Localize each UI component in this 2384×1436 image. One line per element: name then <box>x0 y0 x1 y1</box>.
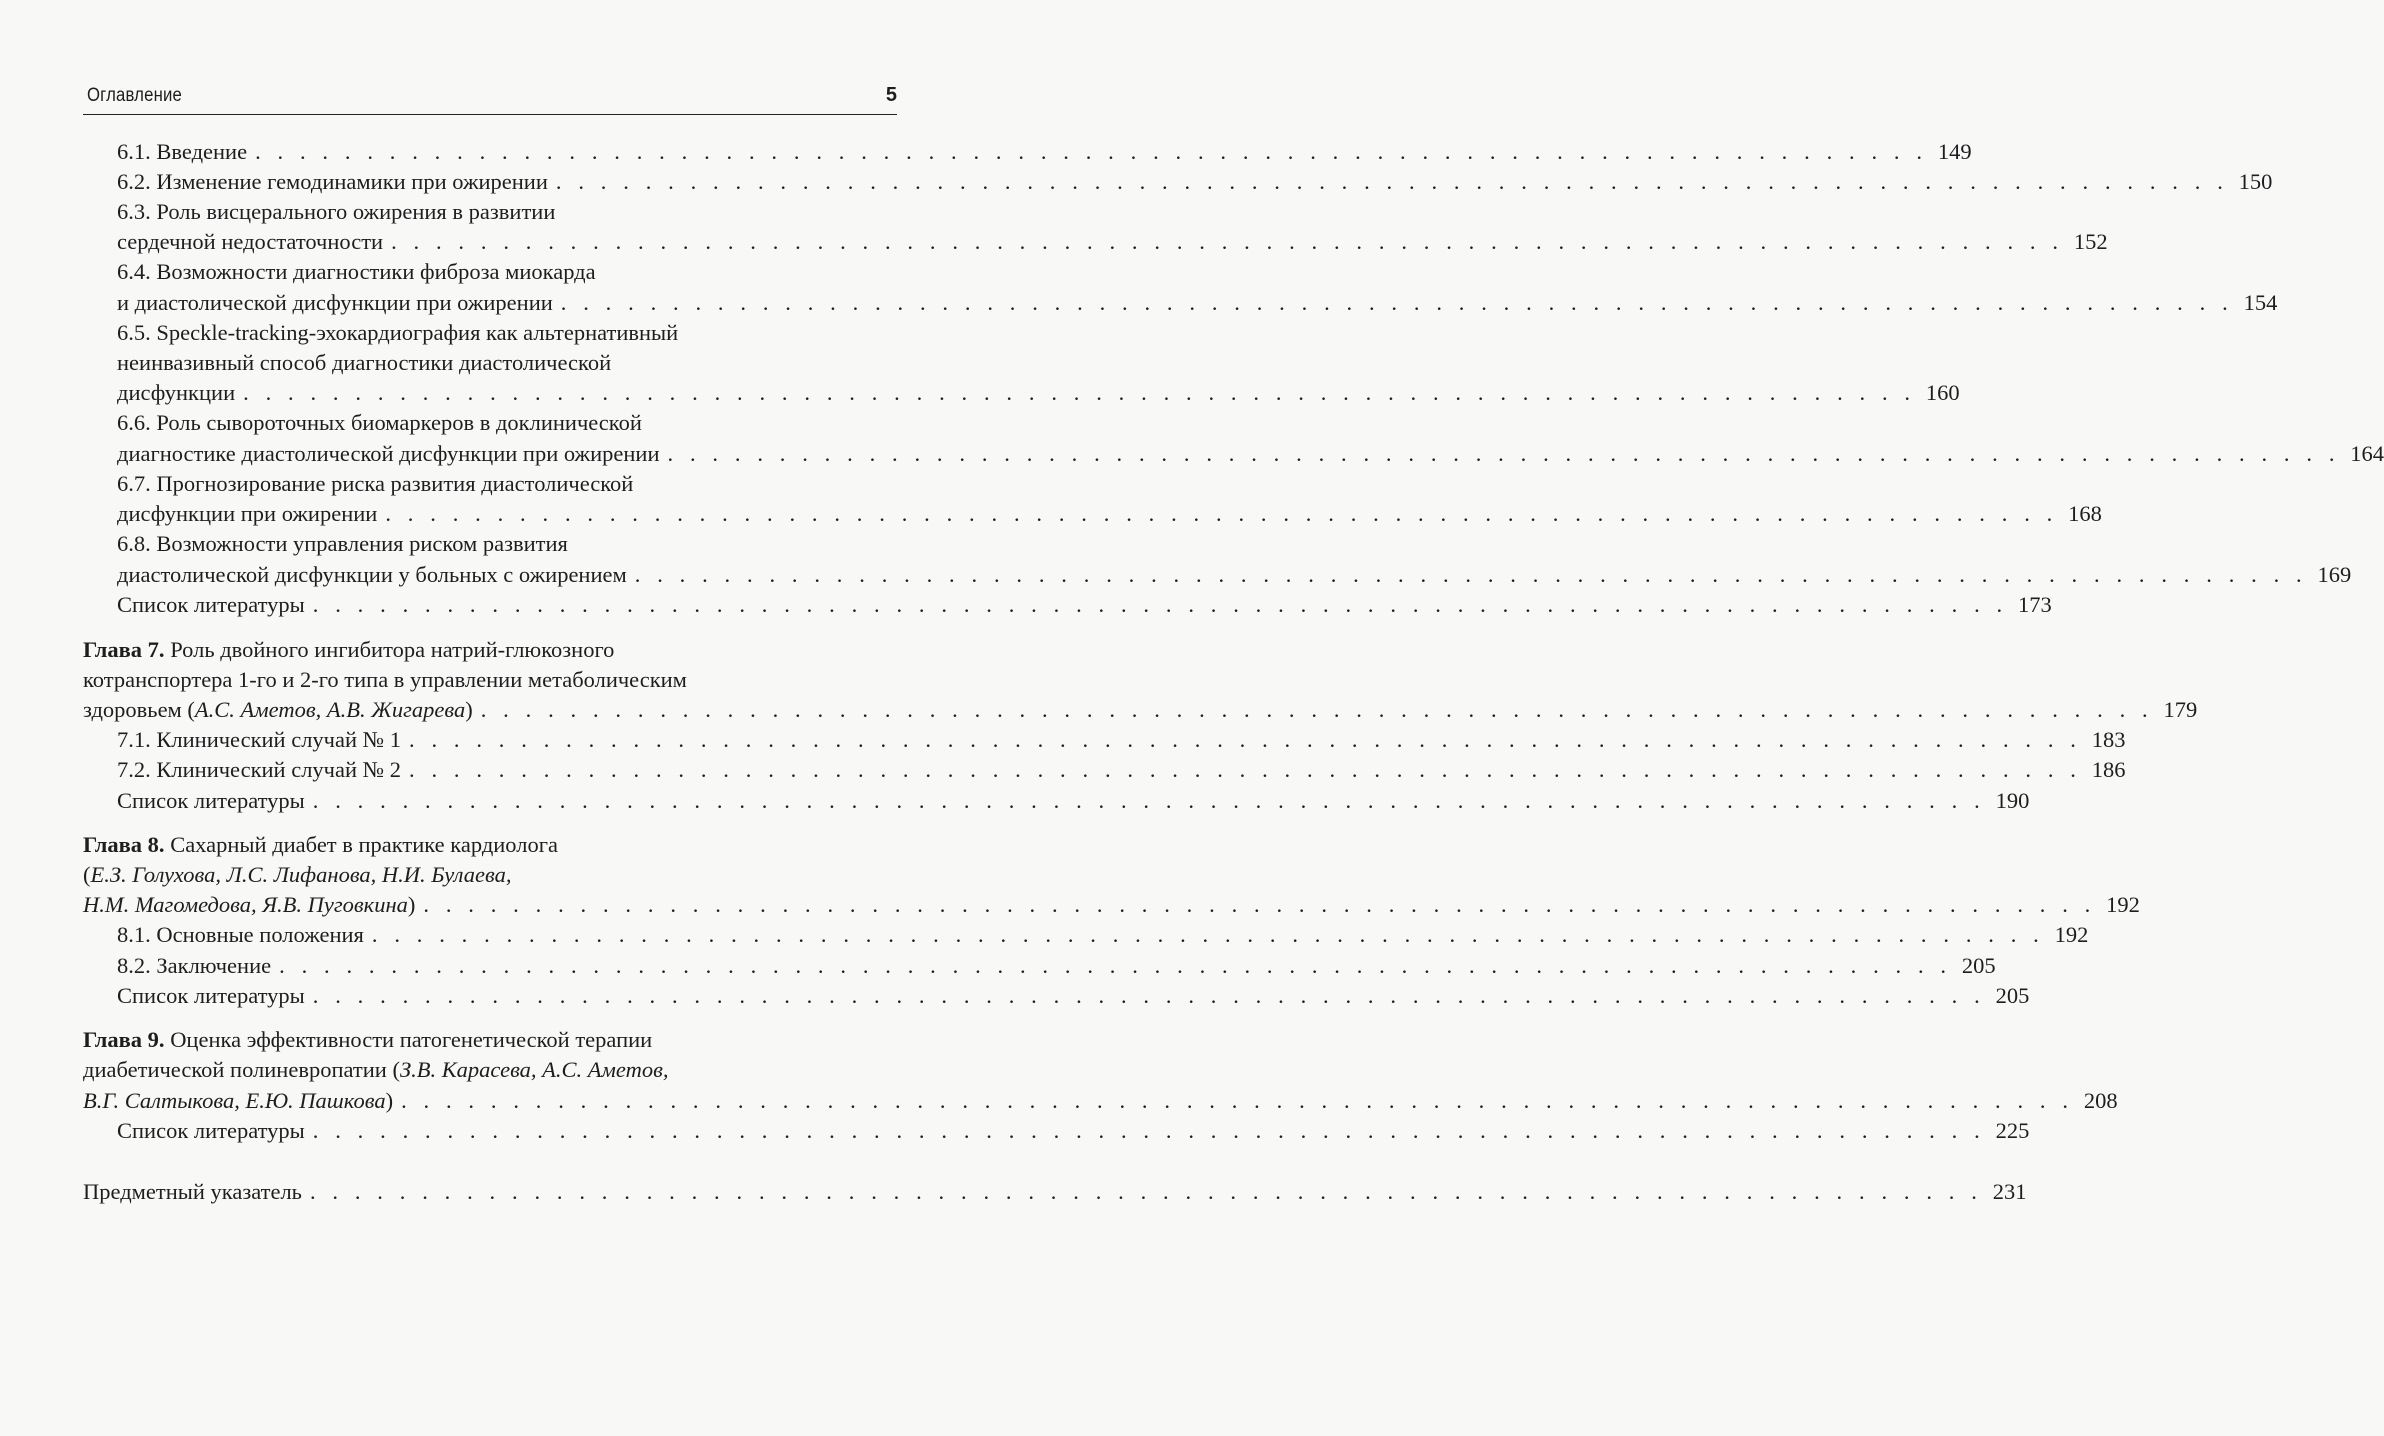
toc-page-number: 231 <box>1992 1179 2027 1204</box>
toc-entry-title-cont: сердечной недостаточности <box>117 229 384 254</box>
toc-entry-6-7[interactable] <box>0 499 2102 529</box>
toc-chapter-7[interactable] <box>0 695 2198 725</box>
chapter-title-paren: ( <box>83 862 91 887</box>
page-number: 5 <box>885 84 897 106</box>
toc-page-number: 168 <box>2068 501 2102 526</box>
toc-entry-6-5-line2[interactable] <box>0 348 1000 378</box>
toc-page-number: 179 <box>2163 697 2198 722</box>
chapter-title: Оценка эффективности патогенетической терапии <box>164 1027 653 1052</box>
dot-leader: . . . . . . . . . . . . . . . . . . . . . . . . . . . . . . . . . . . . . . . . . . . . . . . . . . . . . . . . . . . . . . . . . . . . . . . . . . . <box>391 229 2064 254</box>
toc-entry-6-7-line1[interactable] <box>0 469 1000 499</box>
toc-entry-title-cont: диагностике диастолической дисфункции при ожирении <box>117 441 660 466</box>
dot-leader: . . . . . . . . . . . . . . . . . . . . . . . . . . . . . . . . . . . . . . . . . . . . . . . . . . . . . . . . . . . . . . . . . . . . . . . . . . . <box>279 953 1952 978</box>
toc-page-number: 190 <box>1995 788 2030 813</box>
toc-entry-6-5[interactable] <box>0 378 1960 408</box>
chapter-authors: З.В. Карасева, А.С. Аметов, <box>399 1057 669 1082</box>
toc-chapter-8-line2[interactable] <box>0 860 1000 890</box>
dot-leader: . . . . . . . . . . . . . . . . . . . . . . . . . . . . . . . . . . . . . . . . . . . . . . . . . . . . . . . . . . . . . . . . . . . . . . . . . . . <box>634 562 2308 587</box>
toc-chapter-9[interactable] <box>0 1086 2118 1116</box>
dot-leader: . . . . . . . . . . . . . . . . . . . . . . . . . . . . . . . . . . . . . . . . . . . . . . . . . . . . . . . . . . . . . . . . . . . . . . . . . . . <box>255 139 1928 164</box>
toc-entry-title: Предметный указатель <box>83 1179 302 1204</box>
toc-page-number: 205 <box>1995 983 2030 1008</box>
dot-leader: . . . . . . . . . . . . . . . . . . . . . . . . . . . . . . . . . . . . . . . . . . . . . . . . . . . . . . . . . . . . . . . . . . . . . . . . . . . <box>401 1088 2074 1113</box>
dot-leader: . . . . . . . . . . . . . . . . . . . . . . . . . . . . . . . . . . . . . . . . . . . . . . . . . . . . . . . . . . . . . . . . . . . . . . . . . . . <box>555 169 2229 194</box>
toc-chapter-8[interactable] <box>0 890 2140 920</box>
toc-page-number: 160 <box>1925 380 1960 405</box>
toc-entry-ch6-references[interactable] <box>0 590 2052 620</box>
toc-entry-title: 6.8. Возможности управления риском развития <box>117 531 568 556</box>
toc-page-number: 149 <box>1937 139 1972 164</box>
toc-entry-ch8-references[interactable] <box>0 981 2030 1011</box>
dot-leader: . . . . . . . . . . . . . . . . . . . . . . . . . . . . . . . . . . . . . . . . . . . . . . . . . . . . . . . . . . . . . . . . . . . . . . . . . . . <box>312 1118 1986 1143</box>
chapter-authors-cont: В.Г. Салтыкова, Е.Ю. Пашкова <box>83 1088 386 1113</box>
toc-entry-ch7-references[interactable] <box>0 786 2030 816</box>
toc-entry-title: Список литературы <box>117 592 305 617</box>
chapter-label: Глава 7. <box>83 637 165 662</box>
toc-page-number: 205 <box>1961 953 1996 978</box>
toc-chapter-7-line2[interactable] <box>0 665 1000 695</box>
running-title: Оглавление <box>87 85 182 106</box>
toc-entry-title: 8.2. Заключение <box>117 953 272 978</box>
toc-entry-6-8[interactable] <box>0 560 2352 590</box>
dot-leader: . . . . . . . . . . . . . . . . . . . . . . . . . . . . . . . . . . . . . . . . . . . . . . . . . . . . . . . . . . . . . . . . . . . . . . . . . . . <box>243 380 1916 405</box>
toc-entry-title: 7.1. Клинический случай № 1 <box>117 727 401 752</box>
chapter-title-cont: здоровьем ( <box>83 697 195 722</box>
toc-page-number: 173 <box>2018 592 2052 617</box>
toc-page-number: 169 <box>2317 562 2352 587</box>
toc-entry-title: 6.1. Введение <box>117 139 248 164</box>
dot-leader: . . . . . . . . . . . . . . . . . . . . . . . . . . . . . . . . . . . . . . . . . . . . . . . . . . . . . . . . . . . . . . . . . . . . . . . . . . . <box>385 501 2058 526</box>
toc-entry-7-1[interactable] <box>0 725 2126 755</box>
toc-entry-title-cont: дисфункции <box>117 380 236 405</box>
toc-entry-title-cont: неинвазивный способ диагностики диастолической <box>117 350 612 375</box>
toc-entry-title: 8.1. Основные положения <box>117 922 364 947</box>
dot-leader: . . . . . . . . . . . . . . . . . . . . . . . . . . . . . . . . . . . . . . . . . . . . . . . . . . . . . . . . . . . . . . . . . . . . . . . . . . . . <box>312 592 2008 617</box>
toc-entry-title: 6.4. Возможности диагностики фиброза миокарда <box>117 259 596 284</box>
dot-leader: . . . . . . . . . . . . . . . . . . . . . . . . . . . . . . . . . . . . . . . . . . . . . . . . . . . . . . . . . . . . . . . . . . . . . . . . . . . <box>409 757 2082 782</box>
dot-leader: . . . . . . . . . . . . . . . . . . . . . . . . . . . . . . . . . . . . . . . . . . . . . . . . . . . . . . . . . . . . . . . . . . . . . . . . . . . <box>309 1179 1983 1204</box>
chapter-authors: А.С. Аметов, А.В. Жигарева <box>194 697 466 722</box>
toc-entry-title: Список литературы <box>117 788 305 813</box>
toc-page-number: 183 <box>2091 727 2126 752</box>
toc-entry-6-4[interactable] <box>0 288 2278 318</box>
toc-entry-8-2[interactable] <box>0 951 1996 981</box>
toc-entry-title: 6.5. Speckle-tracking-эхокардиография как альтернативный <box>117 320 679 345</box>
toc-page-number: 150 <box>2238 169 2273 194</box>
toc-entry-title: 7.2. Клинический случай № 2 <box>117 757 401 782</box>
dot-leader: . . . . . . . . . . . . . . . . . . . . . . . . . . . . . . . . . . . . . . . . . . . . . . . . . . . . . . . . . . . . . . . . . . . . . . . . . . . <box>480 697 2154 722</box>
chapter-authors: Е.З. Голухова, Л.С. Лифанова, Н.И. Булаева, <box>90 862 512 887</box>
toc-page-number: 164 <box>2350 441 2384 466</box>
toc-entry-6-3-line1[interactable] <box>0 197 1000 227</box>
toc-entry-6-5-line1[interactable] <box>0 318 1000 348</box>
toc-entry-7-2[interactable] <box>0 755 2126 785</box>
toc-chapter-7-line1[interactable] <box>0 635 1000 665</box>
toc-entry-title-cont: и диастолической дисфункции при ожирении <box>117 290 553 315</box>
toc-chapter-9-line2[interactable] <box>0 1055 1000 1085</box>
chapter-title: Сахарный диабет в практике кардиолога <box>164 832 558 857</box>
toc-entry-title: 6.2. Изменение гемодинамики при ожирении <box>117 169 548 194</box>
running-header <box>83 84 897 115</box>
dot-leader: . . . . . . . . . . . . . . . . . . . . . . . . . . . . . . . . . . . . . . . . . . . . . . . . . . . . . . . . . . . . . . . . . . . . . . . . . . . <box>560 290 2234 315</box>
toc-page-number: 154 <box>2243 290 2278 315</box>
toc-entry-6-6[interactable] <box>0 439 2384 469</box>
toc-entry-8-1[interactable] <box>0 920 2089 950</box>
dot-leader: . . . . . . . . . . . . . . . . . . . . . . . . . . . . . . . . . . . . . . . . . . . . . . . . . . . . . . . . . . . . . . . . . . . . . . . . . . . <box>371 922 2045 947</box>
dot-leader: . . . . . . . . . . . . . . . . . . . . . . . . . . . . . . . . . . . . . . . . . . . . . . . . . . . . . . . . . . . . . . . . . . . . . . . . . . . <box>667 441 2341 466</box>
toc-entry-title: Список литературы <box>117 1118 305 1143</box>
chapter-title: Роль двойного ингибитора натрий-глюкозного <box>164 637 615 662</box>
toc-page-number: 208 <box>2083 1088 2118 1113</box>
toc-entry-ch9-references[interactable] <box>0 1116 2030 1146</box>
toc-entry-6-2[interactable] <box>0 167 2273 197</box>
toc-entry-6-8-line1[interactable] <box>0 529 1000 559</box>
chapter-label: Глава 8. <box>83 832 165 857</box>
toc-entry-6-3[interactable] <box>0 227 2108 257</box>
toc-entry-subject-index[interactable] <box>0 1177 2027 1207</box>
toc-chapter-9-line1[interactable] <box>0 1025 1000 1055</box>
chapter-title-cont: диабетической полиневропатии ( <box>83 1057 400 1082</box>
toc-page-number: 192 <box>2106 892 2140 917</box>
dot-leader: . . . . . . . . . . . . . . . . . . . . . . . . . . . . . . . . . . . . . . . . . . . . . . . . . . . . . . . . . . . . . . . . . . . . . . . . . . . <box>312 983 1986 1008</box>
chapter-title-paren: ) <box>465 697 473 722</box>
chapter-title-paren: ) <box>407 892 416 917</box>
toc-page-number: 152 <box>2073 229 2108 254</box>
chapter-authors-cont: Н.М. Магомедова, Я.В. Пуговкина <box>83 892 408 917</box>
dot-leader: . . . . . . . . . . . . . . . . . . . . . . . . . . . . . . . . . . . . . . . . . . . . . . . . . . . . . . . . . . . . . . . . . . . . . . . . . . . <box>423 892 2096 917</box>
toc-entry-title: Список литературы <box>117 983 305 1008</box>
toc-page-number: 225 <box>1995 1118 2030 1143</box>
toc-entry-6-1[interactable] <box>0 137 1972 167</box>
toc-entry-6-4-line1[interactable] <box>0 257 1000 287</box>
dot-leader: . . . . . . . . . . . . . . . . . . . . . . . . . . . . . . . . . . . . . . . . . . . . . . . . . . . . . . . . . . . . . . . . . . . . . . . . . . . <box>409 727 2082 752</box>
chapter-title-cont: котранспортера 1-го и 2-го типа в управлении метаболическим <box>83 667 687 692</box>
toc-entry-title: 6.6. Роль сывороточных биомаркеров в доклинической <box>117 410 642 435</box>
toc-chapter-8-line1[interactable] <box>0 830 1000 860</box>
toc-page-number: 192 <box>2054 922 2089 947</box>
dot-leader: . . . . . . . . . . . . . . . . . . . . . . . . . . . . . . . . . . . . . . . . . . . . . . . . . . . . . . . . . . . . . . . . . . . . . . . . . . . <box>312 788 1986 813</box>
toc-entry-6-6-line1[interactable] <box>0 408 1000 438</box>
toc-entry-title-cont: диастолической дисфункции у больных с ожирением <box>117 562 627 587</box>
toc-page-number: 186 <box>2091 757 2126 782</box>
toc-entry-title-cont: дисфункции при ожирении <box>117 501 378 526</box>
toc-entry-title: 6.3. Роль висцерального ожирения в развитии <box>117 199 556 224</box>
toc-entry-title: 6.7. Прогнозирование риска развития диастолической <box>117 471 634 496</box>
chapter-title-paren: ) <box>385 1088 394 1113</box>
chapter-label: Глава 9. <box>83 1027 165 1052</box>
